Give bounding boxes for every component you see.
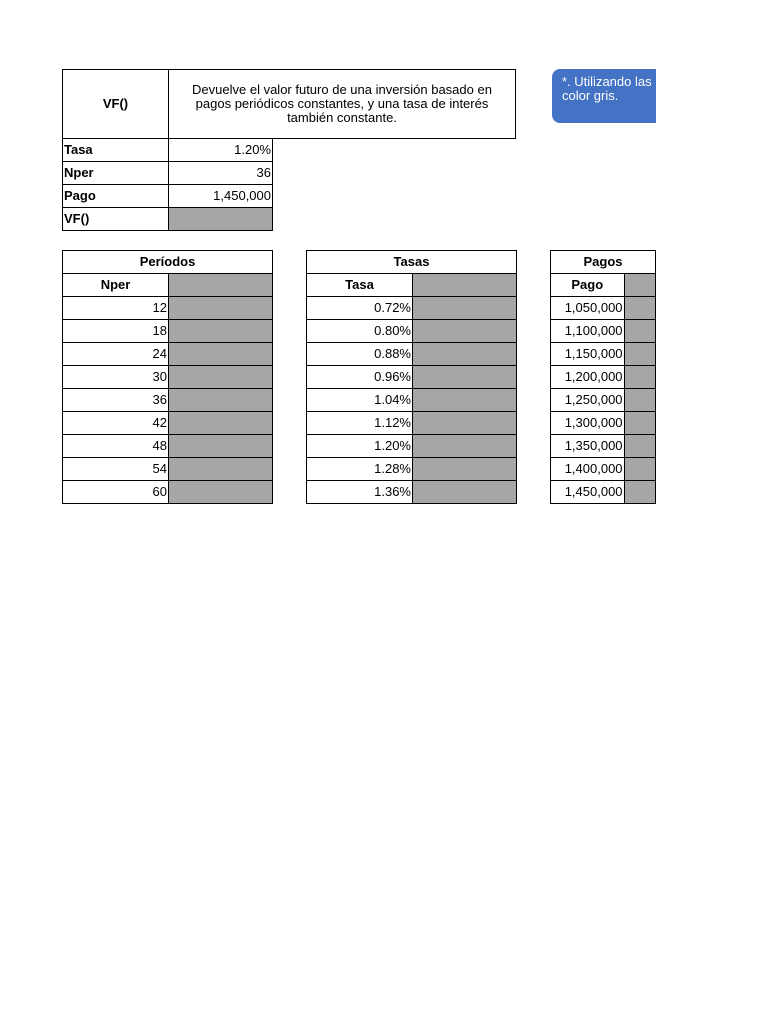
result-input-cell[interactable] <box>413 274 517 297</box>
nper-value-cell[interactable]: 42 <box>63 412 169 435</box>
nper-value-cell[interactable]: 12 <box>63 297 169 320</box>
tasa-value-cell[interactable]: 1.20% <box>169 139 273 162</box>
pago-value-cell[interactable]: 1,350,000 <box>551 435 625 458</box>
result-input-cell[interactable] <box>413 458 517 481</box>
vf-title-cell[interactable]: VF() <box>63 70 169 139</box>
result-input-cell[interactable] <box>169 320 273 343</box>
result-input-cell[interactable] <box>169 412 273 435</box>
result-input-cell[interactable] <box>169 366 273 389</box>
result-input-cell[interactable] <box>169 481 273 504</box>
pago-value-cell[interactable]: 1,250,000 <box>551 389 625 412</box>
tasa-value-cell[interactable]: 1.20% <box>307 435 413 458</box>
table-row <box>307 481 517 504</box>
table-row <box>551 320 656 343</box>
result-input-cell[interactable] <box>413 412 517 435</box>
nper-value-cell[interactable]: 24 <box>63 343 169 366</box>
pago-value-cell[interactable]: 1,100,000 <box>551 320 625 343</box>
table-row <box>307 412 517 435</box>
tasa-value-cell[interactable]: 0.96% <box>307 366 413 389</box>
empty-cell <box>273 139 516 162</box>
pagos-rows <box>551 297 656 504</box>
tasa-label-cell[interactable]: Tasa <box>63 139 169 162</box>
periodos-title-cell[interactable]: Períodos <box>63 251 273 274</box>
result-input-cell[interactable] <box>413 343 517 366</box>
result-input-cell[interactable] <box>413 320 517 343</box>
result-input-cell[interactable] <box>624 412 655 435</box>
table-row <box>63 458 273 481</box>
nper-value-cell[interactable]: 36 <box>169 162 273 185</box>
table-row <box>63 481 273 504</box>
nper-value-cell[interactable]: 60 <box>63 481 169 504</box>
pagos-title-cell[interactable]: Pagos <box>551 251 656 274</box>
tasa-value-cell[interactable]: 0.88% <box>307 343 413 366</box>
tasa-value-cell[interactable]: 0.80% <box>307 320 413 343</box>
table-row <box>63 435 273 458</box>
result-input-cell[interactable] <box>624 320 655 343</box>
tasa-header-cell[interactable]: Tasa <box>307 274 413 297</box>
result-input-cell[interactable] <box>624 274 655 297</box>
table-row <box>307 435 517 458</box>
pago-value-cell[interactable]: 1,150,000 <box>551 343 625 366</box>
table-row <box>551 412 656 435</box>
table-row <box>307 366 517 389</box>
table-row <box>307 389 517 412</box>
table-row <box>307 297 517 320</box>
tasa-value-cell[interactable]: 1.04% <box>307 389 413 412</box>
nper-value-cell[interactable]: 18 <box>63 320 169 343</box>
table-row <box>307 320 517 343</box>
pago-value-cell[interactable]: 1,450,000 <box>169 185 273 208</box>
result-input-cell[interactable] <box>413 435 517 458</box>
table-row <box>63 389 273 412</box>
result-input-cell[interactable] <box>413 297 517 320</box>
result-input-cell[interactable] <box>169 297 273 320</box>
nper-label-cell[interactable]: Nper <box>63 162 169 185</box>
result-input-cell[interactable] <box>624 366 655 389</box>
tasa-value-cell[interactable]: 1.36% <box>307 481 413 504</box>
result-input-cell[interactable] <box>624 481 655 504</box>
empty-cell <box>273 185 516 208</box>
table-row <box>63 366 273 389</box>
empty-cell <box>273 162 516 185</box>
table-row <box>551 435 656 458</box>
nper-value-cell[interactable]: 54 <box>63 458 169 481</box>
result-input-cell[interactable] <box>624 297 655 320</box>
pagos-table <box>550 250 656 504</box>
result-input-cell[interactable] <box>624 343 655 366</box>
pago-value-cell[interactable]: 1,400,000 <box>551 458 625 481</box>
vf-result-label-cell[interactable]: VF() <box>63 208 169 231</box>
pago-value-cell[interactable]: 1,300,000 <box>551 412 625 435</box>
nper-value-cell[interactable]: 30 <box>63 366 169 389</box>
result-input-cell[interactable] <box>169 389 273 412</box>
nper-header-cell[interactable]: Nper <box>63 274 169 297</box>
pago-value-cell[interactable]: 1,050,000 <box>551 297 625 320</box>
nper-value-cell[interactable]: 36 <box>63 389 169 412</box>
result-input-cell[interactable] <box>413 481 517 504</box>
vf-description-cell[interactable]: Devuelve el valor futuro de una inversión basado en pagos periódicos constantes, y una tasa de interés también constante. <box>169 70 516 139</box>
tasas-title-cell[interactable]: Tasas <box>307 251 517 274</box>
pago-header-cell[interactable]: Pago <box>551 274 625 297</box>
vf-result-input-cell[interactable] <box>169 208 273 231</box>
result-input-cell[interactable] <box>169 458 273 481</box>
table-row <box>551 343 656 366</box>
pago-value-cell[interactable]: 1,200,000 <box>551 366 625 389</box>
table-row <box>63 343 273 366</box>
result-input-cell[interactable] <box>413 389 517 412</box>
table-row <box>551 458 656 481</box>
tasa-value-cell[interactable]: 1.12% <box>307 412 413 435</box>
tasas-rows <box>307 297 517 504</box>
table-row <box>551 366 656 389</box>
result-input-cell[interactable] <box>169 435 273 458</box>
nper-value-cell[interactable]: 48 <box>63 435 169 458</box>
result-input-cell[interactable] <box>169 343 273 366</box>
table-row <box>551 389 656 412</box>
table-row <box>63 297 273 320</box>
table-row <box>307 458 517 481</box>
table-row <box>63 320 273 343</box>
table-row <box>307 343 517 366</box>
result-input-cell[interactable] <box>624 458 655 481</box>
pago-value-cell[interactable]: 1,450,000 <box>551 481 625 504</box>
table-row <box>551 297 656 320</box>
note-line-1: *. Utilizando las <box>562 74 652 89</box>
result-input-cell[interactable] <box>413 366 517 389</box>
instruction-note-shape[interactable] <box>552 69 656 123</box>
result-input-cell[interactable] <box>624 389 655 412</box>
pago-label-cell[interactable]: Pago <box>63 185 169 208</box>
tasas-table <box>306 250 517 504</box>
note-line-2: color gris. <box>562 88 619 103</box>
result-input-cell[interactable] <box>169 274 273 297</box>
table-row <box>551 481 656 504</box>
result-input-cell[interactable] <box>624 435 655 458</box>
tasa-value-cell[interactable]: 0.72% <box>307 297 413 320</box>
periodos-rows <box>63 297 273 504</box>
periodos-table <box>62 250 273 504</box>
tasa-value-cell[interactable]: 1.28% <box>307 458 413 481</box>
table-row <box>63 412 273 435</box>
empty-cell <box>273 208 516 231</box>
vf-function-table <box>62 69 516 231</box>
